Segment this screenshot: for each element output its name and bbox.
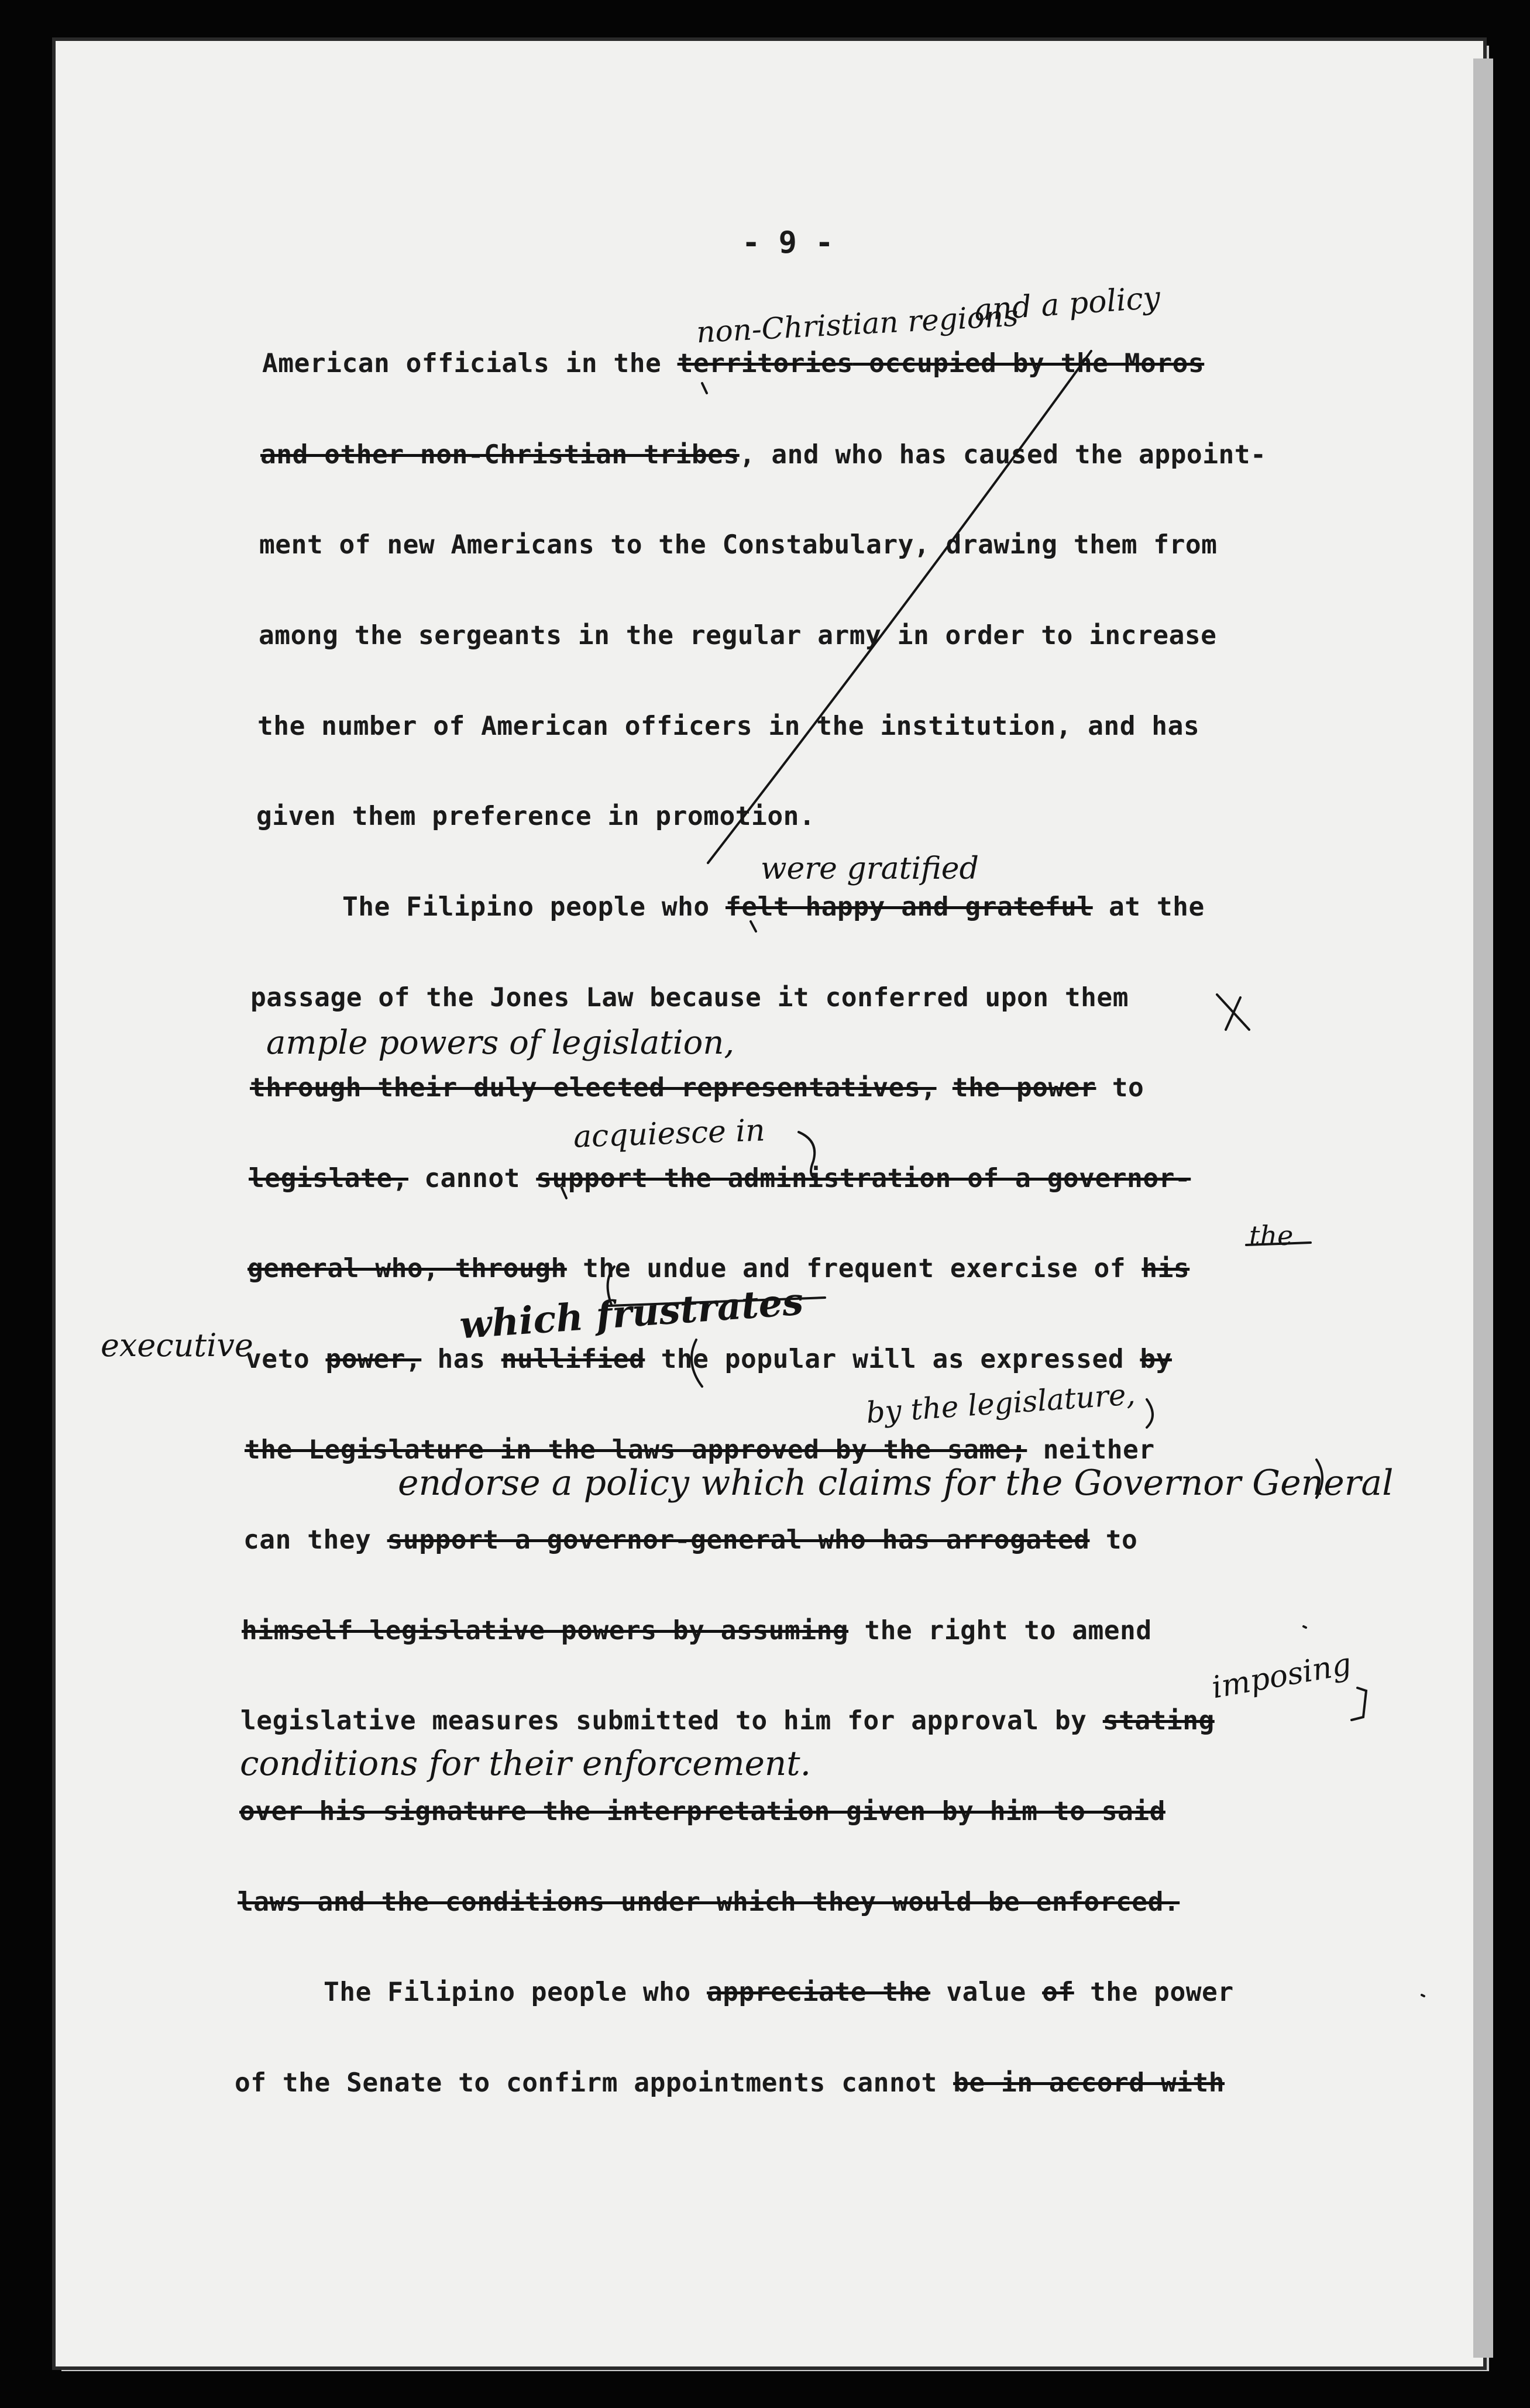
typed-text: the power: [1074, 1977, 1234, 2007]
handwritten-note-the: the: [1249, 1220, 1294, 1251]
bracket-mark: [1147, 1399, 1153, 1427]
handwritten-note-regions: non-Christian regions: [695, 298, 1019, 350]
insert-mark: [1217, 995, 1249, 1030]
struck-text: occupied by the Moros: [852, 349, 1205, 379]
struck-text: appreciate the: [707, 1977, 931, 2007]
struck-text: his: [1142, 1254, 1190, 1284]
caret-mark: [562, 1188, 566, 1198]
typed-text: the right to amend: [848, 1616, 1152, 1646]
bracket-mark: [1352, 1688, 1366, 1720]
typed-text: ment of new Americans to the Constabulary, drawing them from: [259, 530, 1218, 560]
handwritten-note-imposing: imposing: [1209, 1646, 1354, 1706]
struck-text: legislate,: [249, 1164, 408, 1193]
typed-text: at the: [1092, 892, 1205, 922]
typed-text: of the Senate to confirm appointments cannot: [235, 2068, 954, 2098]
handwritten-note-acquiesce: acquiesce in: [573, 1113, 766, 1155]
typed-text: the popular will as expressed: [645, 1344, 1140, 1374]
handwritten-note-legislature: by the legislature,: [865, 1377, 1137, 1430]
struck-text: power,: [325, 1344, 422, 1374]
caret-mark: [702, 383, 707, 393]
typed-text: American officials in the: [262, 349, 678, 379]
handwritten-note-endorse-policy: endorse a policy which claims for the Governor General: [398, 1463, 1394, 1504]
typed-text: veto: [246, 1344, 326, 1374]
handwritten-note-legislation: ample powers of legislation,: [266, 1024, 735, 1062]
struck-text: territories: [677, 349, 853, 379]
typed-text: neither: [1027, 1435, 1155, 1465]
typed-text: legislative measures submitted to him for approval by: [240, 1706, 1103, 1736]
struck-text: and other non-Christian tribes: [260, 440, 740, 470]
typed-text: has: [421, 1344, 501, 1374]
diagonal-cancel-line: [708, 351, 1091, 863]
struck-text: of: [1042, 1977, 1074, 2007]
handwritten-note-frustrates: which frustrates: [458, 1279, 805, 1348]
typed-text: value: [930, 1977, 1043, 2007]
typed-text: to: [1096, 1073, 1144, 1103]
struck-text: himself legislative powers by assuming: [242, 1616, 849, 1646]
struck-text: over his signature the interpretation given by him to said: [239, 1797, 1165, 1826]
struck-text: felt happy and grateful: [726, 892, 1093, 922]
underline-mark: [1246, 1243, 1311, 1245]
struck-text: be in accord with: [953, 2068, 1225, 2098]
typed-text: , and who has caused the appoint-: [739, 440, 1267, 470]
period-dot: [1422, 1995, 1424, 1996]
struck-text: support the administration of a governor-: [536, 1164, 1191, 1193]
typed-text: The Filipino people who: [324, 1977, 707, 2007]
typed-text: among the sergeants in the regular army in order to increase: [259, 621, 1217, 651]
page-number: - 9 -: [742, 225, 834, 260]
typed-text: cannot: [408, 1164, 537, 1193]
period-dot: [1304, 1626, 1306, 1628]
bracket-mark: [692, 1340, 702, 1387]
bracket-mark: [799, 1132, 816, 1179]
handwritten-note-policy: and a policy: [973, 280, 1161, 329]
struck-text: through their duly elected representatives,: [250, 1073, 937, 1103]
struck-text: support a governor-general who has arrogated: [387, 1525, 1090, 1555]
struck-text: the power: [952, 1073, 1096, 1103]
typed-text: the number of American officers in the institution, and has: [257, 711, 1200, 741]
underline-mark: [608, 1298, 825, 1306]
typed-text: given them preference in promotion.: [256, 801, 816, 831]
typed-text: to: [1089, 1525, 1138, 1555]
struck-text: nullified: [501, 1344, 645, 1374]
handwritten-note-executive: executive: [101, 1327, 253, 1364]
struck-text: by: [1140, 1344, 1172, 1374]
typed-text: can they: [243, 1525, 387, 1555]
bracket-mark: [608, 1267, 614, 1305]
typed-text: passage of the Jones Law because it conferred upon them: [250, 983, 1129, 1013]
typed-text: the undue and frequent exercise of: [566, 1254, 1142, 1284]
struck-text: stating: [1102, 1706, 1215, 1736]
caret-mark: [751, 921, 756, 931]
struck-text: laws and the conditions under which they would be enforced.: [238, 1887, 1180, 1917]
struck-text: general who, through: [247, 1254, 567, 1284]
handwritten-note-conditions: conditions for their enforcement.: [240, 1743, 812, 1783]
struck-text: the Legislature in the laws approved by the same;: [245, 1435, 1027, 1465]
bracket-mark: [1316, 1460, 1322, 1498]
typed-text: The Filipino people who: [342, 892, 726, 922]
handwritten-note-gratified: were gratified: [761, 851, 979, 886]
